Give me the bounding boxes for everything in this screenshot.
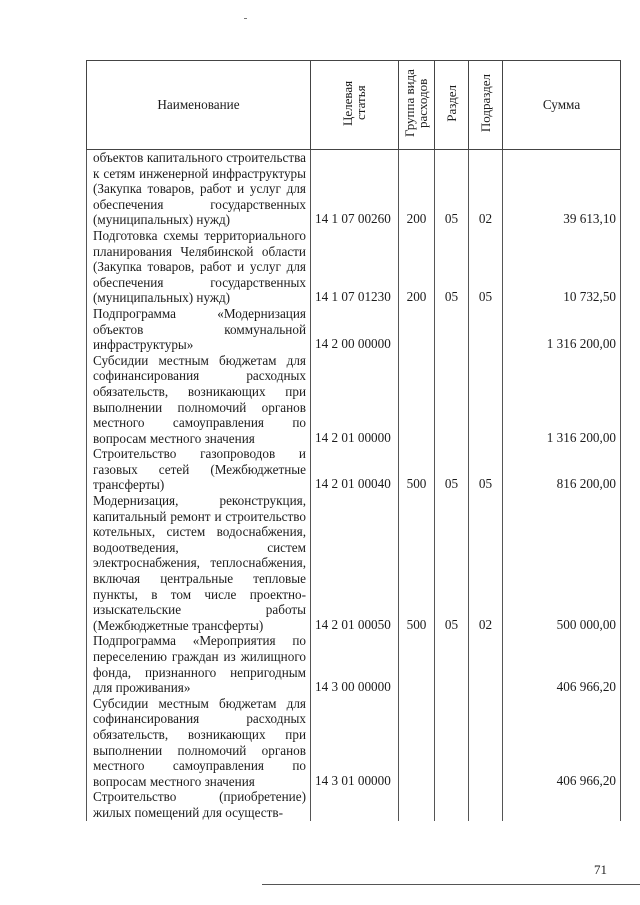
- row-target-article: 14 2 01 00040: [311, 446, 399, 493]
- row-section: [435, 353, 469, 447]
- row-sum: 500 000,00: [503, 493, 621, 633]
- row-subsection: [469, 696, 503, 790]
- row-expense-group: 200: [399, 228, 435, 306]
- table-row: [87, 789, 621, 820]
- table-row: [87, 150, 621, 228]
- row-section: [435, 789, 469, 820]
- row-sum: 406 966,20: [503, 633, 621, 695]
- table-row: [87, 493, 621, 633]
- row-expense-group: [399, 696, 435, 790]
- row-subsection: 02: [469, 150, 503, 228]
- row-target-article: 14 3 00 00000: [311, 633, 399, 695]
- table-body: [87, 150, 621, 821]
- table-row: [87, 446, 621, 493]
- row-sum: 406 966,20: [503, 696, 621, 790]
- row-expense-group: [399, 353, 435, 447]
- table-row: [87, 633, 621, 695]
- row-sum: 10 732,50: [503, 228, 621, 306]
- scan-mark: [244, 18, 247, 19]
- row-target-article: 14 2 01 00000: [311, 353, 399, 447]
- header-name: Наименование: [87, 61, 311, 150]
- row-section: [435, 306, 469, 353]
- row-expense-group: [399, 789, 435, 820]
- row-name: Подпрограмма «Модернизация объектов коммунальной инфраструктуры»: [87, 306, 311, 353]
- header-expense-group: Группа вида расходов: [399, 61, 435, 150]
- footer-rule: [262, 884, 640, 885]
- row-sum: 39 613,10: [503, 150, 621, 228]
- row-sum: 1 316 200,00: [503, 306, 621, 353]
- row-section: [435, 633, 469, 695]
- row-name: Субсидии местным бюджетам для софинансирования расходных обязательств, возникающих при выполнении полномочий органов местного самоуправления по вопросам местного значения: [87, 696, 311, 790]
- row-target-article: 14 2 01 00050: [311, 493, 399, 633]
- row-subsection: 05: [469, 228, 503, 306]
- row-subsection: [469, 306, 503, 353]
- row-subsection: [469, 353, 503, 447]
- row-expense-group: 200: [399, 150, 435, 228]
- row-section: 05: [435, 228, 469, 306]
- table-row: [87, 306, 621, 353]
- row-target-article: 14 3 01 00000: [311, 696, 399, 790]
- header-sum: Сумма: [503, 61, 621, 150]
- row-target-article: 14 1 07 00260: [311, 150, 399, 228]
- row-sum: [503, 789, 621, 820]
- row-sum: 1 316 200,00: [503, 353, 621, 447]
- row-subsection: [469, 789, 503, 820]
- row-target-article: [311, 789, 399, 820]
- header-target-article: Целевая статья: [311, 61, 399, 150]
- row-subsection: 05: [469, 446, 503, 493]
- table-header-row: [87, 61, 621, 150]
- row-name: Субсидии местным бюджетам для софинансирования расходных обязательств, возникающих при выполнении полномочий органов местного самоуправления по вопросам местного значения: [87, 353, 311, 447]
- row-expense-group: [399, 306, 435, 353]
- row-subsection: [469, 633, 503, 695]
- row-section: 05: [435, 150, 469, 228]
- row-expense-group: 500: [399, 493, 435, 633]
- row-name: объектов капитального строительства к сетям инженерной инфраструктуры (Закупка товаров, работ и услуг для обеспечения государственных (муниципальных) нужд): [87, 150, 311, 228]
- table-row: [87, 228, 621, 306]
- row-subsection: 02: [469, 493, 503, 633]
- row-target-article: 14 2 00 00000: [311, 306, 399, 353]
- page-number: 71: [594, 862, 607, 877]
- row-target-article: 14 1 07 01230: [311, 228, 399, 306]
- row-sum: 816 200,00: [503, 446, 621, 493]
- row-expense-group: [399, 633, 435, 695]
- table-row: [87, 696, 621, 790]
- row-name: Строительство (приобретение) жилых помещений для осуществ-: [87, 789, 311, 820]
- row-section: 05: [435, 493, 469, 633]
- table-row: [87, 353, 621, 447]
- header-subsection: Подраздел: [469, 61, 503, 150]
- row-name: Подпрограмма «Мероприятия по переселению граждан из жилищного фонда, признанного непригодным для проживания»: [87, 633, 311, 695]
- row-section: [435, 696, 469, 790]
- row-section: 05: [435, 446, 469, 493]
- header-section: Раздел: [435, 61, 469, 150]
- row-name: Модернизация, реконструкция, капитальный ремонт и строительство котельных, систем водоснабжения, водоотведения, систем электроснабжения, теплоснабжения, включая центральные тепловые пункты, в том числе проектно-изыскательские работы (Межбюджетные трансферты): [87, 493, 311, 633]
- row-expense-group: 500: [399, 446, 435, 493]
- budget-table: [86, 60, 621, 821]
- row-name: Подготовка схемы территориального планирования Челябинской области (Закупка товаров, работ и услуг для обеспечения государственных (муниципальных) нужд): [87, 228, 311, 306]
- row-name: Строительство газопроводов и газовых сетей (Межбюджетные трансферты): [87, 446, 311, 493]
